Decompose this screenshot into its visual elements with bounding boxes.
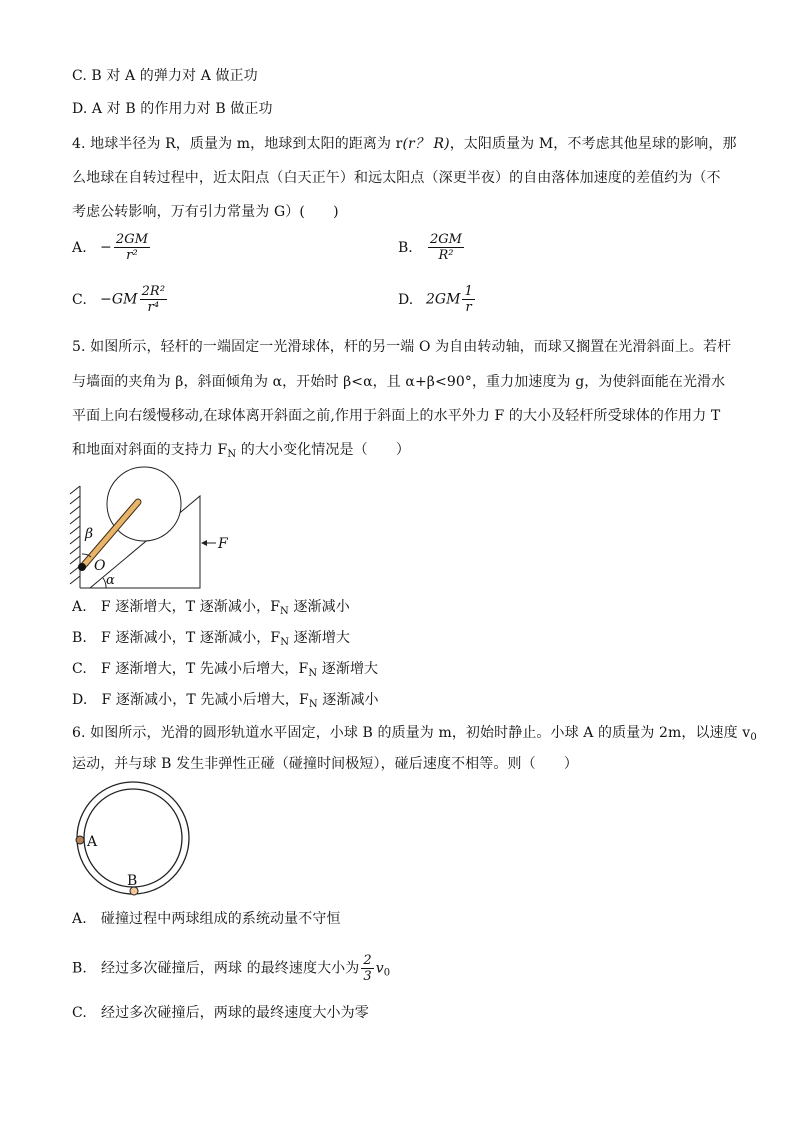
q6-option-b-fraction <box>361 953 373 984</box>
q5-option-a <box>72 597 350 622</box>
subscript: N <box>280 606 289 617</box>
q6-option-b <box>72 953 390 984</box>
pivot-o <box>78 563 86 571</box>
fraction-denominator: r² <box>126 248 138 263</box>
subscript: N <box>308 699 318 710</box>
q6-option-b-suffix: v <box>375 960 384 977</box>
q6-stem-line1 <box>72 723 757 748</box>
q5-option-a-end: 逐渐减小 <box>288 599 350 615</box>
q4-option-c <box>72 284 169 315</box>
q4-option-d-label: D. <box>398 291 414 308</box>
q4-option-b-fraction <box>428 232 464 263</box>
q5-option-d <box>72 690 379 715</box>
fraction-numerator: 2GM <box>115 232 149 247</box>
fraction-numerator: 2R² <box>141 284 166 299</box>
label-alpha: α <box>106 573 115 588</box>
q4-line1-b: ，太阳质量为 M，不考虑其他星球的影响，那 <box>449 136 737 152</box>
subscript: N <box>308 668 318 679</box>
label-f: F <box>218 536 228 552</box>
wall-hatching <box>70 486 80 588</box>
subscript: N <box>280 637 290 648</box>
option-d-prev: D. A 对 B 的作用力对 B 做正功 <box>72 101 273 117</box>
q4-option-a-label: A. <box>72 239 87 256</box>
q5-figure <box>66 466 236 592</box>
q5-stem-line4 <box>72 440 410 465</box>
q5-option-b <box>72 628 350 653</box>
q5-line4-end: 的大小变化情况是（ ） <box>236 442 410 458</box>
fraction-denominator: r <box>465 300 472 315</box>
q6-option-a: A. 碰撞过程中两球组成的系统动量不守恒 <box>72 911 341 927</box>
q4-option-a-sign: − <box>100 239 112 256</box>
q6-option-b-subscript: 0 <box>383 967 391 979</box>
label-a: A <box>87 834 98 850</box>
q4-stem-line3: 考虑公转影响，万有引力常量为 G）( ) <box>72 204 339 220</box>
label-b: B <box>127 873 138 889</box>
q6-figure <box>70 780 196 900</box>
q6-option-c: C. 经过多次碰撞后，两球的最终速度大小为零 <box>72 1005 369 1021</box>
q5-option-d-text: D. F 逐渐减小，T 先减小后增大，F <box>72 692 309 708</box>
q4-option-d-prefix: 2GM <box>426 291 461 308</box>
ball-a <box>76 836 84 844</box>
q5-option-b-end: 逐渐增大 <box>289 630 351 646</box>
q4-stem-line2: 么地球在自转过程中，近太阳点（白天正午）和远太阳点（深更半夜）的自由落体加速度的差值约为（不 <box>72 170 721 186</box>
q4-option-c-prefix: −GM <box>100 291 138 308</box>
q4-option-c-fraction <box>140 284 168 315</box>
fraction-numerator: 2 <box>363 953 372 968</box>
q4-option-d <box>398 284 477 315</box>
q5-option-c <box>72 659 378 684</box>
q6-stem-line2: 运动，并与球 B 发生非弹性正碰（碰撞时间极短），碰后速度不相等。则（ ） <box>72 756 578 772</box>
q4-option-b-label: B. <box>398 239 413 256</box>
fraction-numerator: 1 <box>464 284 473 299</box>
label-o: O <box>94 558 106 574</box>
q5-line4-text: 和地面对斜面的支持力 F <box>72 442 228 458</box>
q5-stem-line3: 平面上向右缓慢移动,在球体离开斜面之前,作用于斜面上的水平外力 F 的大小及轻杆所受球体的作用力 T <box>72 408 721 424</box>
q5-option-d-end: 逐渐减小 <box>317 692 379 708</box>
q5-stem-line2: 与墙面的夹角为 β，斜面倾角为 α，开始时 β<α，且 α+β<90°，重力加速度为 g，为使斜面能在光滑水 <box>72 374 726 390</box>
q4-stem-line1 <box>72 134 737 154</box>
fraction-denominator: 3 <box>363 969 372 984</box>
q6-line1-text: 6. 如图所示，光滑的圆形轨道水平固定，小球 B 的质量为 m，初始时静止。小球 A 的质量为 2m，以速度 v <box>72 725 751 741</box>
q5-option-b-text: B. F 逐渐减小，T 逐渐减小，F <box>72 630 281 646</box>
q4-line1-a: 4. 地球半径为 R，质量为 m，地球到太阳的距离为 r <box>72 136 403 152</box>
label-beta: β <box>85 526 94 542</box>
q5-option-a-text: A. F 逐渐增大，T 逐渐减小，F <box>72 599 281 615</box>
fraction-denominator: r⁴ <box>147 300 160 315</box>
q4-option-c-label: C. <box>72 291 87 308</box>
q5-option-c-text: C. F 逐渐增大，T 先减小后增大，F <box>72 661 309 677</box>
q5-stem-line1: 5. 如图所示，轻杆的一端固定一光滑球体，杆的另一端 O 为自由转动轴，而球又搁置在光滑斜面上。若杆 <box>72 339 732 355</box>
q4-option-a-fraction <box>114 232 150 263</box>
q4-option-d-fraction <box>462 284 474 315</box>
q6-option-b-prefix: B. 经过多次碰撞后，两球 的最终速度大小为 <box>72 960 360 977</box>
q5-option-c-end: 逐渐增大 <box>317 661 379 677</box>
q6-line1-subscript: 0 <box>750 732 757 743</box>
q4-option-b <box>398 232 466 263</box>
fraction-denominator: R² <box>438 248 454 263</box>
option-c-prev: C. B 对 A 的弹力对 A 做正功 <box>72 68 258 84</box>
fraction-numerator: 2GM <box>430 232 462 247</box>
q4-line1-paren: (r？ R) <box>402 136 450 152</box>
q4-option-a <box>72 232 152 263</box>
force-arrowhead <box>201 540 207 546</box>
q5-line4-subscript: N <box>227 449 237 460</box>
